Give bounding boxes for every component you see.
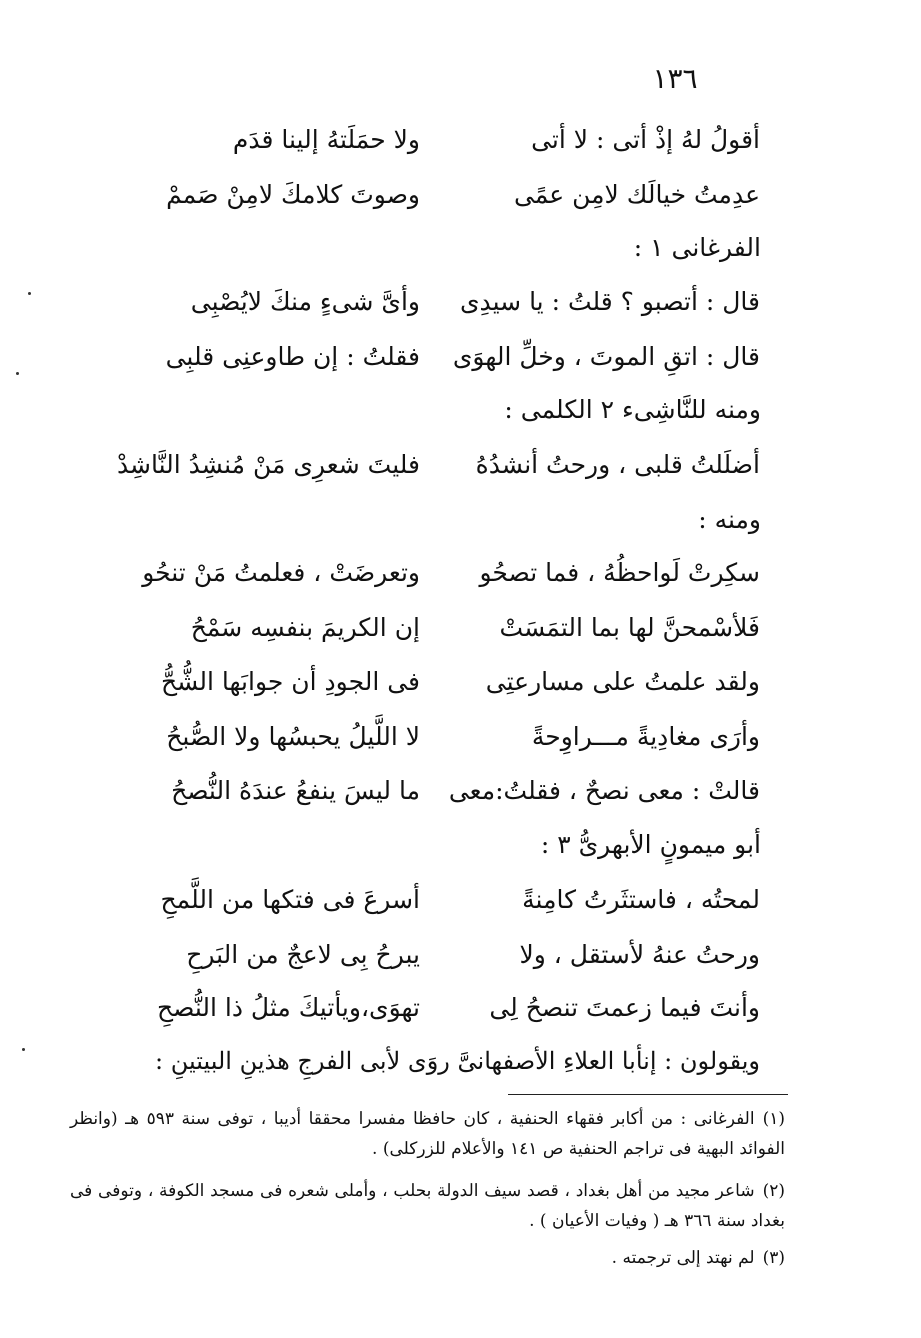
verse-line [120,287,760,333]
verse-line [120,722,760,768]
section-heading: أبو ميمونٍ الأبهرىُّ ٣ : [540,830,761,859]
verse-second-hemistich: فقلتُ : إن طاوعنِى قلبِى [165,342,420,371]
page-number: ١٣٦ [652,62,698,95]
verse-first-hemistich: عدِمتُ خيالَك لامِن عمًى [513,180,760,209]
verse-first-hemistich: فَلأسْمحنَّ لها بما التمَسَتْ [499,613,760,642]
margin-speck [28,292,31,295]
verse-second-hemistich: فليتَ شعرِى مَنْ مُنشِدُ النَّاشِدْ [116,450,420,479]
verse-first-hemistich: وأرَى مغادِيةً مـــراوِحةً [531,722,760,751]
verse-second-hemistich: ما ليسَ ينفعُ عندَهُ النُّصحُ [171,776,420,805]
verse-second-hemistich: لا اللَّيلُ يحبسُها ولا الصُّبحُ [166,722,420,751]
footnote-rule [508,1094,788,1095]
verse-first-hemistich: سكِرتْ لَواحظُهُ ، فما تصحُو [479,558,760,587]
footnote-number: (١) [762,1109,785,1129]
footnote-text: لم نهتد إلى ترجمته . [611,1248,755,1268]
verse-first-hemistich: قال : اتقِ الموتَ ، وخلِّ الهوَى [452,342,760,371]
footnote-number: (٢) [762,1181,785,1201]
verse-first-hemistich: أقولُ لهُ إذْ أتى : لا أتى [531,125,760,154]
verse-second-hemistich: وصوتَ كلامكَ لامِنْ صَممْ [166,180,420,209]
verse-second-hemistich: وأىَّ شىءٍ منكَ لايُصْبِى [190,287,420,316]
verse-line [120,558,760,604]
verse-line [116,450,760,496]
section-heading: ومنه للنَّاشِىء ٢ الكلمى : [504,395,761,424]
verse-first-hemistich: قالتْ : معى نصحٌ ، فقلتُ:معى [448,776,760,805]
verse-line [120,993,760,1039]
verse-line [120,940,760,986]
verse-first-hemistich: قال : أتصبو ؟ قلتُ : يا سيدِى [459,287,760,316]
footnote [70,1243,785,1273]
verse-line [120,885,760,931]
section-heading: ومنه : [698,505,761,534]
verse-first-hemistich: ورحتُ عنهُ لأستقل ، ولا [519,940,760,969]
verse-line [120,613,760,659]
verse-first-hemistich: ولقد علمتُ على مسارعتِى [485,667,760,696]
footnote-number: (٣) [762,1248,785,1268]
verse-second-hemistich: تهوَى،ويأتيكَ مثلُ ذا النُّصحِ [157,993,420,1022]
margin-speck [16,372,19,375]
verse-line [120,180,760,226]
verse-first-hemistich: أضلَلتُ قلبى ، ورحتُ أنشدُهُ [475,450,760,479]
verse-line [120,125,760,171]
verse-first-hemistich: وأنتَ فيما زعمتَ تنصحُ لِى [489,993,760,1022]
verse-second-hemistich: وتعرضَتْ ، فعلمتُ مَنْ تنحُو [142,558,420,587]
verse-second-hemistich: أسرعَ فى فتكها من اللَّمحِ [160,885,420,914]
footnote [70,1176,785,1236]
prose-line: ويقولون : إنأبا العلاءِ الأصفهانىَّ روَى لأبى الفرجِ هذينِ البيتينِ : [155,1047,760,1075]
verse-second-hemistich: إن الكريمَ بنفسِه سَمْحُ [190,613,420,642]
footnote-text: شاعر مجيد من أهل بغداد ، قصد سيف الدولة بحلب ، وأملى شعره فى مسجد الكوفة ، وتوفى فى بغداد سنة ٣٦٦ هـ ( وفيات الأعيان ) . [70,1181,785,1231]
footnote-text: الفرغانى : من أكابر فقهاء الحنفية ، كان حافظا مفسرا محققا أديبا ، توفى سنة ٥٩٣ هـ (وانظر الفوائد البهية فى تراجم الحنفية ص ١٤١ والأعلام للزركلى) . [70,1109,785,1159]
verse-line [120,667,760,713]
verse-first-hemistich: لمحتُه ، فاستثَرتُ كامِنةً [522,885,760,914]
margin-speck [22,1048,25,1051]
section-heading: الفرغانى ١ : [633,233,761,262]
verse-second-hemistich: يبرحُ بِى لاعجٌ من البَرحِ [186,940,420,969]
verse-line [120,776,760,822]
verse-line [120,342,760,388]
verse-second-hemistich: ولا حمَلَتهُ إلينا قدَم [232,125,420,154]
verse-second-hemistich: فى الجودِ أن جوابَها الشُّحُّ [160,667,420,696]
footnote [70,1104,785,1164]
